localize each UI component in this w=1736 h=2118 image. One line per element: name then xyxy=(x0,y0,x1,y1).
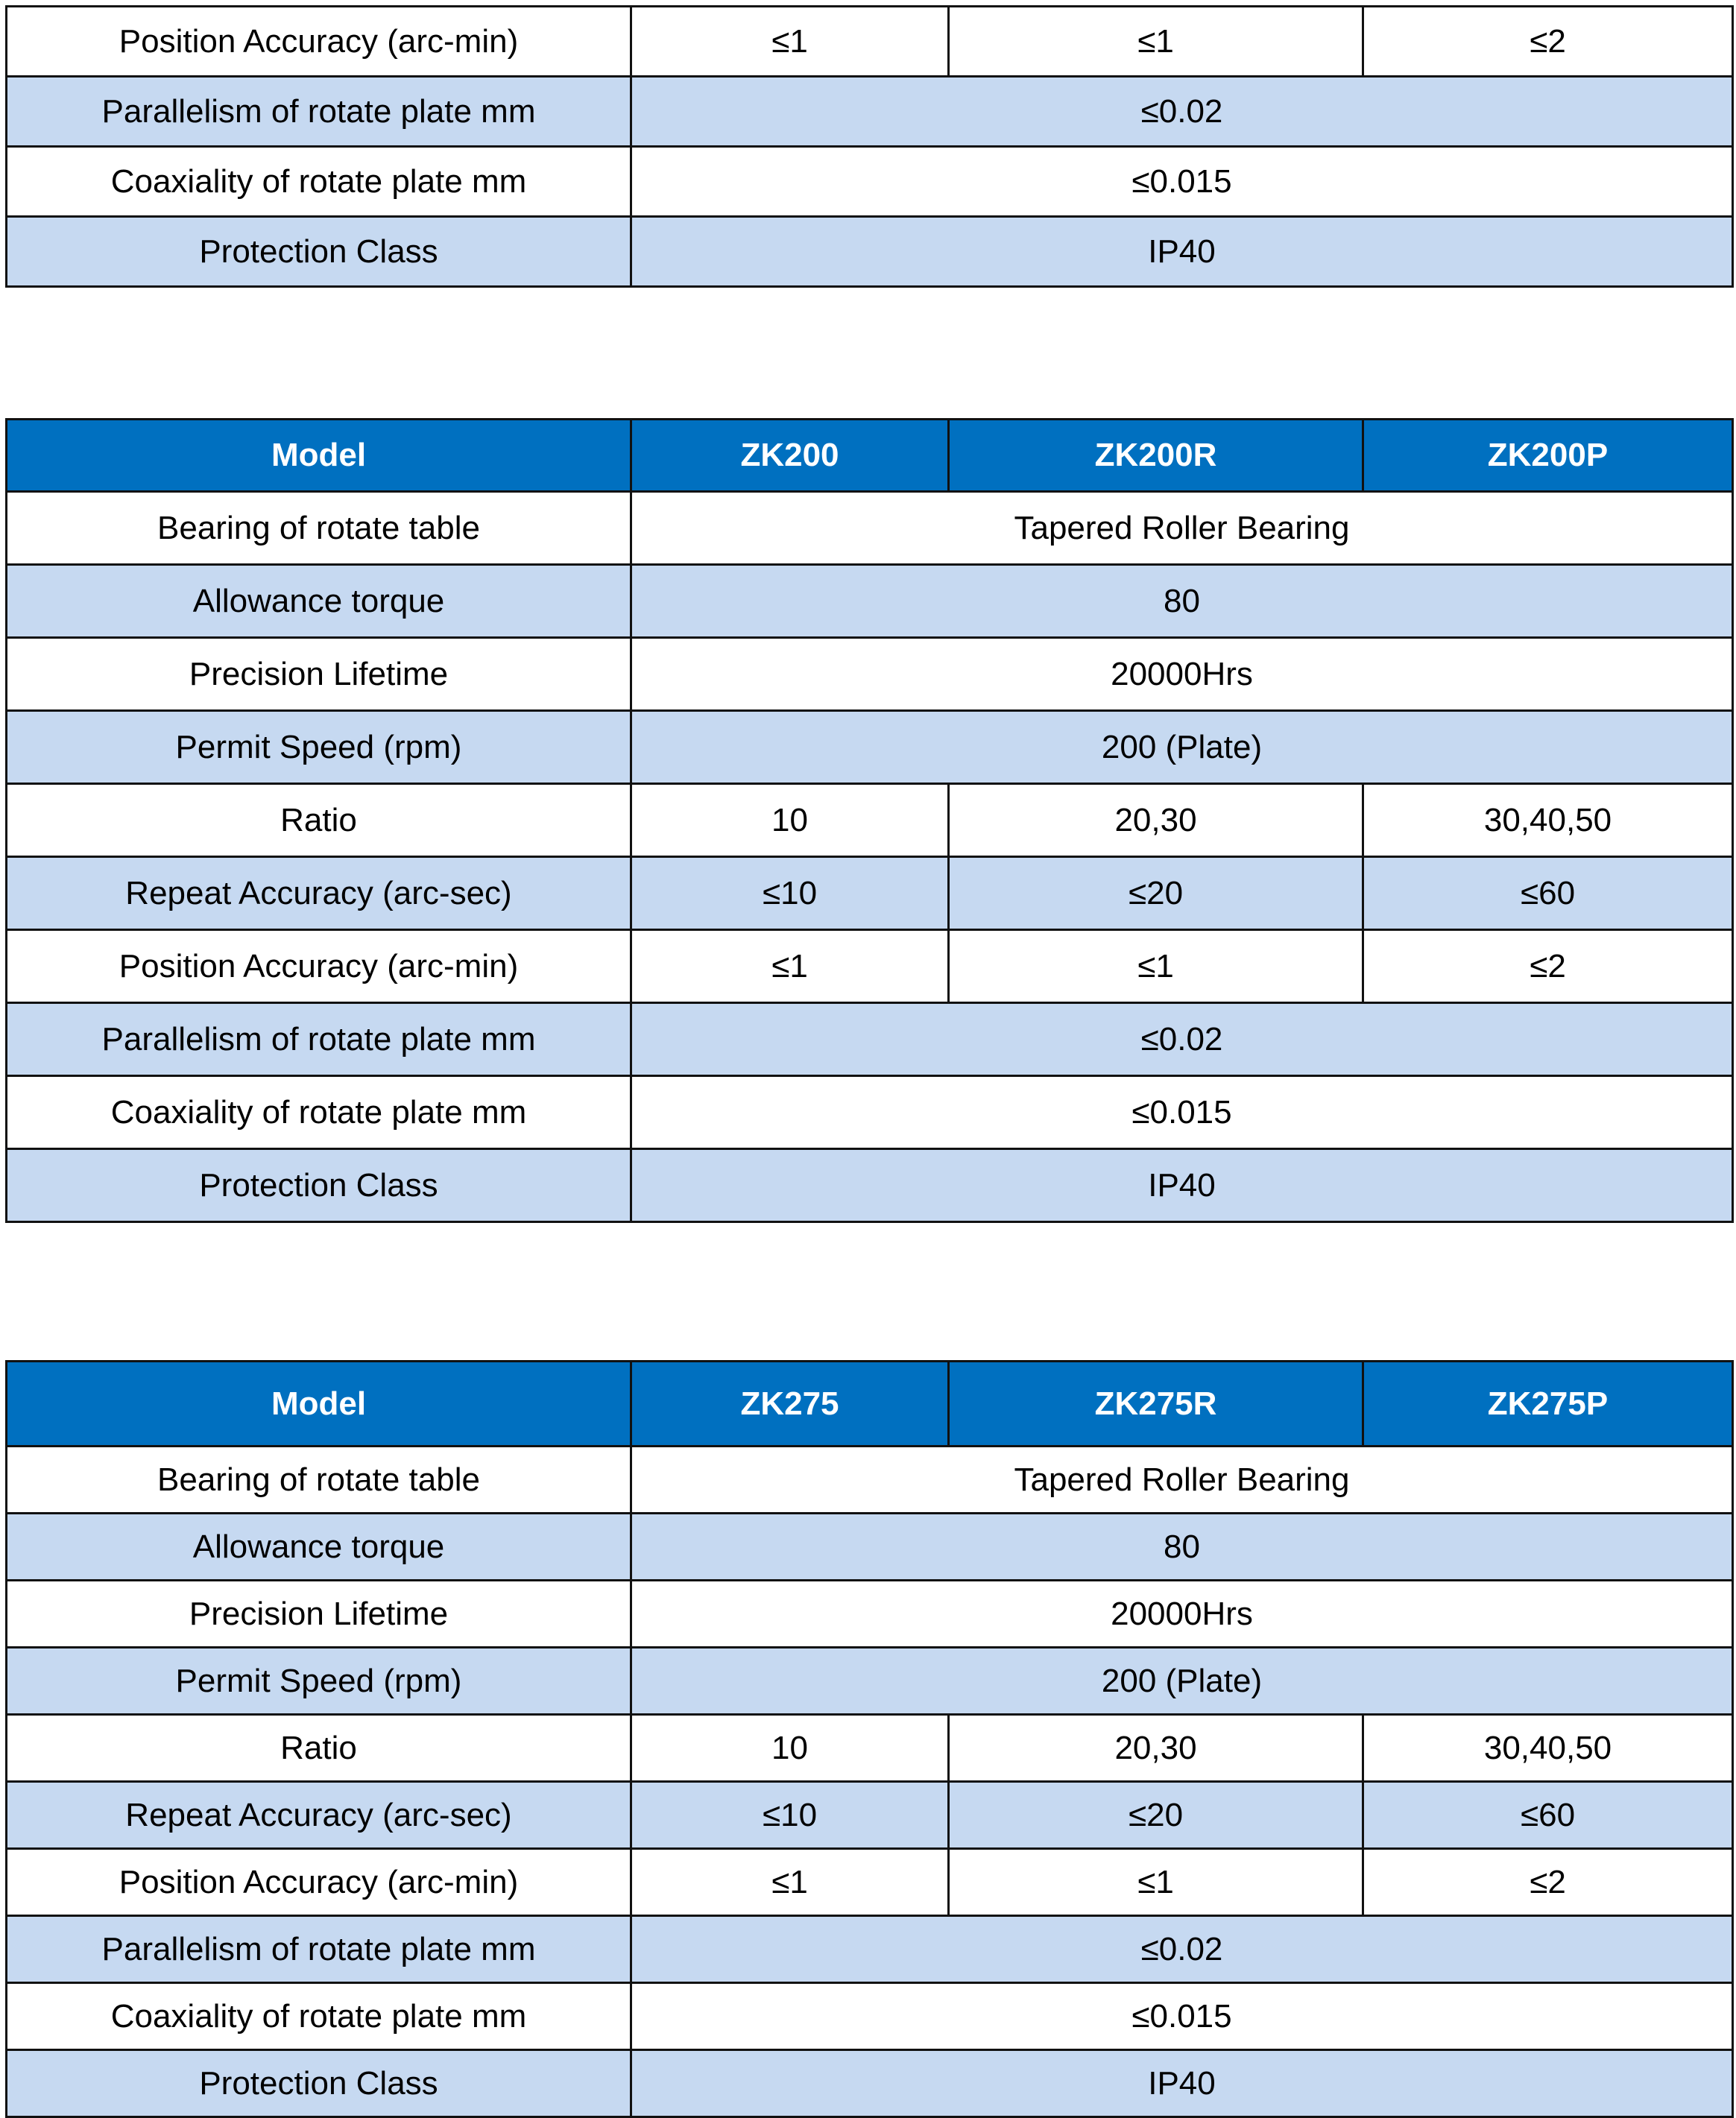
cell-value: ≤0.015 xyxy=(631,1983,1733,2050)
spec-table-continued xyxy=(5,5,1734,288)
row-label: Precision Lifetime xyxy=(7,1581,631,1648)
table-row xyxy=(7,1076,1733,1149)
cell-value: 80 xyxy=(631,1514,1733,1581)
row-label: Bearing of rotate table xyxy=(7,1447,631,1514)
row-label: Position Accuracy (arc-min) xyxy=(7,7,631,77)
table-row xyxy=(7,711,1733,784)
table-row xyxy=(7,857,1733,930)
row-label: Repeat Accuracy (arc-sec) xyxy=(7,857,631,930)
cell-value: ≤1 xyxy=(949,7,1363,77)
cell-value: ≤0.015 xyxy=(631,147,1733,217)
cell-value: ≤0.015 xyxy=(631,1076,1733,1149)
cell-value: ≤10 xyxy=(631,857,949,930)
cell-value: 20,30 xyxy=(949,784,1363,857)
cell-value: 200 (Plate) xyxy=(631,711,1733,784)
row-label: Position Accuracy (arc-min) xyxy=(7,930,631,1003)
cell-value: 10 xyxy=(631,1715,949,1782)
cell-value: ≤0.02 xyxy=(631,77,1733,147)
table-row xyxy=(7,2050,1733,2117)
row-label: Coaxiality of rotate plate mm xyxy=(7,1983,631,2050)
cell-value: Tapered Roller Bearing xyxy=(631,1447,1733,1514)
row-label: Coaxiality of rotate plate mm xyxy=(7,147,631,217)
row-label: Ratio xyxy=(7,1715,631,1782)
table-row xyxy=(7,1447,1733,1514)
cell-value: 80 xyxy=(631,565,1733,638)
header-cell: ZK200 xyxy=(631,420,949,492)
row-label: Protection Class xyxy=(7,1149,631,1222)
table-row xyxy=(7,1581,1733,1648)
cell-value: ≤60 xyxy=(1363,1782,1733,1849)
cell-value: IP40 xyxy=(631,1149,1733,1222)
table-row xyxy=(7,784,1733,857)
table-row xyxy=(7,1648,1733,1715)
spec-table-zk200 xyxy=(5,418,1734,1223)
header-cell: Model xyxy=(7,1362,631,1447)
header-cell: ZK200R xyxy=(949,420,1363,492)
cell-value: ≤1 xyxy=(631,930,949,1003)
table-row xyxy=(7,7,1733,77)
cell-value: ≤1 xyxy=(949,930,1363,1003)
row-label: Allowance torque xyxy=(7,565,631,638)
spec-table-zk275 xyxy=(5,1360,1734,2118)
table-row xyxy=(7,147,1733,217)
table-row xyxy=(7,1849,1733,1916)
row-label: Precision Lifetime xyxy=(7,638,631,711)
cell-value: ≤1 xyxy=(631,7,949,77)
cell-value: 10 xyxy=(631,784,949,857)
row-label: Permit Speed (rpm) xyxy=(7,1648,631,1715)
table-row xyxy=(7,217,1733,287)
table-row xyxy=(7,565,1733,638)
row-label: Position Accuracy (arc-min) xyxy=(7,1849,631,1916)
header-cell: Model xyxy=(7,420,631,492)
row-label: Permit Speed (rpm) xyxy=(7,711,631,784)
cell-value: 20,30 xyxy=(949,1715,1363,1782)
row-label: Coaxiality of rotate plate mm xyxy=(7,1076,631,1149)
table-row xyxy=(7,1003,1733,1076)
table-row xyxy=(7,1715,1733,1782)
row-label: Parallelism of rotate plate mm xyxy=(7,1916,631,1983)
cell-value: Tapered Roller Bearing xyxy=(631,492,1733,565)
cell-value: ≤1 xyxy=(949,1849,1363,1916)
row-label: Bearing of rotate table xyxy=(7,492,631,565)
cell-value: ≤60 xyxy=(1363,857,1733,930)
table-row xyxy=(7,1916,1733,1983)
table-row xyxy=(7,492,1733,565)
header-cell: ZK275R xyxy=(949,1362,1363,1447)
cell-value: ≤20 xyxy=(949,857,1363,930)
table-header-row xyxy=(7,1362,1733,1447)
cell-value: ≤2 xyxy=(1363,1849,1733,1916)
cell-value: 200 (Plate) xyxy=(631,1648,1733,1715)
cell-value: IP40 xyxy=(631,217,1733,287)
cell-value: 30,40,50 xyxy=(1363,784,1733,857)
cell-value: 30,40,50 xyxy=(1363,1715,1733,1782)
row-label: Protection Class xyxy=(7,217,631,287)
table-row xyxy=(7,1149,1733,1222)
header-cell: ZK275P xyxy=(1363,1362,1733,1447)
row-label: Allowance torque xyxy=(7,1514,631,1581)
table-row xyxy=(7,77,1733,147)
cell-value: 20000Hrs xyxy=(631,638,1733,711)
cell-value: ≤0.02 xyxy=(631,1916,1733,1983)
row-label: Repeat Accuracy (arc-sec) xyxy=(7,1782,631,1849)
table-header-row xyxy=(7,420,1733,492)
cell-value: ≤2 xyxy=(1363,930,1733,1003)
cell-value: IP40 xyxy=(631,2050,1733,2117)
row-label: Parallelism of rotate plate mm xyxy=(7,1003,631,1076)
header-cell: ZK200P xyxy=(1363,420,1733,492)
table-row xyxy=(7,1983,1733,2050)
table-row xyxy=(7,1514,1733,1581)
table-row xyxy=(7,638,1733,711)
table-row xyxy=(7,930,1733,1003)
cell-value: ≤10 xyxy=(631,1782,949,1849)
cell-value: ≤2 xyxy=(1363,7,1733,77)
row-label: Protection Class xyxy=(7,2050,631,2117)
cell-value: 20000Hrs xyxy=(631,1581,1733,1648)
row-label: Parallelism of rotate plate mm xyxy=(7,77,631,147)
header-cell: ZK275 xyxy=(631,1362,949,1447)
row-label: Ratio xyxy=(7,784,631,857)
cell-value: ≤0.02 xyxy=(631,1003,1733,1076)
cell-value: ≤20 xyxy=(949,1782,1363,1849)
table-row xyxy=(7,1782,1733,1849)
cell-value: ≤1 xyxy=(631,1849,949,1916)
